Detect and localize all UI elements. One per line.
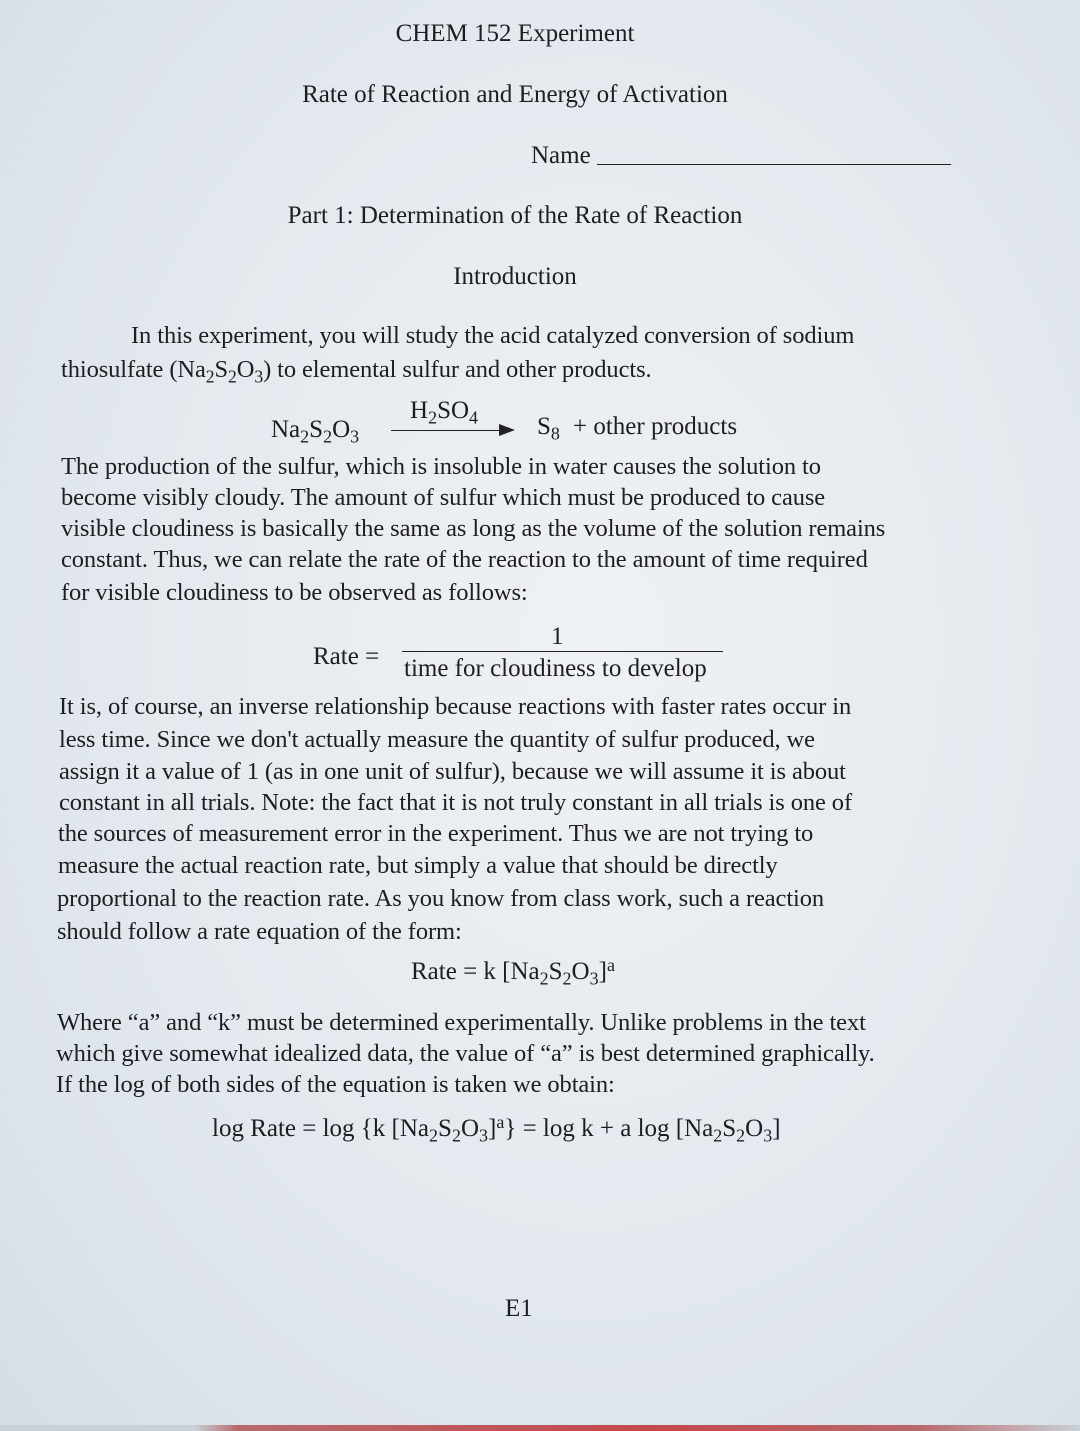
intro-line-2: thiosulfate $(Na_2S_2O_3)$ to elemental sulfur and other products.	[61, 356, 652, 387]
reactant-formula: $Na_2S_2O_3$	[271, 416, 360, 447]
reaction-arrow-shaft	[391, 430, 501, 431]
para1-line-4: constant. Thus, we can relate the rate of the reaction to the amount of time required	[61, 546, 868, 573]
para2-line-4: constant in all trials. Note: the fact that it is not truly constant in all trials is one of	[59, 789, 853, 816]
page-bottom-edge	[0, 1425, 1080, 1431]
para2-line-8: should follow a rate equation of the form:	[57, 918, 462, 945]
fraction-bar	[402, 651, 723, 652]
name-label: Name	[531, 142, 591, 169]
para2-line-7: proportional to the reaction rate. As you know from class work, such a reaction	[57, 885, 825, 912]
rate-numerator: 1	[551, 623, 564, 650]
part-heading: Part 1: Determination of the Rate of Reaction	[287, 202, 743, 229]
reaction-arrow-icon	[499, 424, 515, 436]
rate-lhs: Rate =	[313, 643, 380, 670]
document-title: Rate of Reaction and Energy of Activation	[302, 81, 728, 108]
name-blank-line	[597, 164, 951, 165]
para2-line-3: assign it a value of 1 (as in one unit of sulfur), because we will assume it is about	[59, 758, 846, 785]
product-formula: $S_8$	[537, 413, 560, 444]
log-rate-equation: log Rate = log {k $[Na_2S_2O_3]^a\} = \log k + a$ $\log [Na_2S_2O_3]$	[212, 1111, 781, 1146]
para1-line-3: visible cloudiness is basically the same as long as the volume of the solution remains	[61, 515, 886, 542]
para2-line-2: less time. Since we don't actually measure the quantity of sulfur produced, we	[59, 726, 815, 753]
para1-line-1: The production of the sulfur, which is insoluble in water causes the solution to	[61, 453, 821, 480]
para2-line-6: measure the actual reaction rate, but simply a value that should be directly	[58, 852, 778, 879]
page-number: E1	[505, 1295, 533, 1322]
other-products: + other products	[573, 413, 738, 440]
section-heading: Introduction	[453, 263, 577, 290]
rate-denominator: time for cloudiness to develop	[404, 655, 707, 682]
para1-line-5: for visible cloudiness to be observed as follows:	[61, 579, 528, 606]
para2-line-1: It is, of course, an inverse relationship because reactions with faster rates occur in	[59, 693, 852, 720]
rate-law-equation: Rate = k $[Na_2S_2O_3]^a$	[411, 954, 615, 989]
catalyst-formula: $H_2SO_4$	[410, 397, 479, 428]
para2-line-5: the sources of measurement error in the experiment. Thus we are not trying to	[58, 820, 814, 847]
para1-line-2: become visibly cloudy. The amount of sulfur which must be produced to cause	[61, 484, 826, 511]
para3-line-2: which give somewhat idealized data, the value of “a” is best determined graphically.	[56, 1040, 875, 1067]
para3-line-3: If the log of both sides of the equation is taken we obtain:	[56, 1071, 615, 1098]
course-heading: CHEM 152 Experiment	[395, 20, 635, 47]
intro-line-1: In this experiment, you will study the acid catalyzed conversion of sodium	[131, 322, 855, 349]
para3-line-1: Where “a” and “k” must be determined experimentally. Unlike problems in the text	[57, 1009, 866, 1036]
